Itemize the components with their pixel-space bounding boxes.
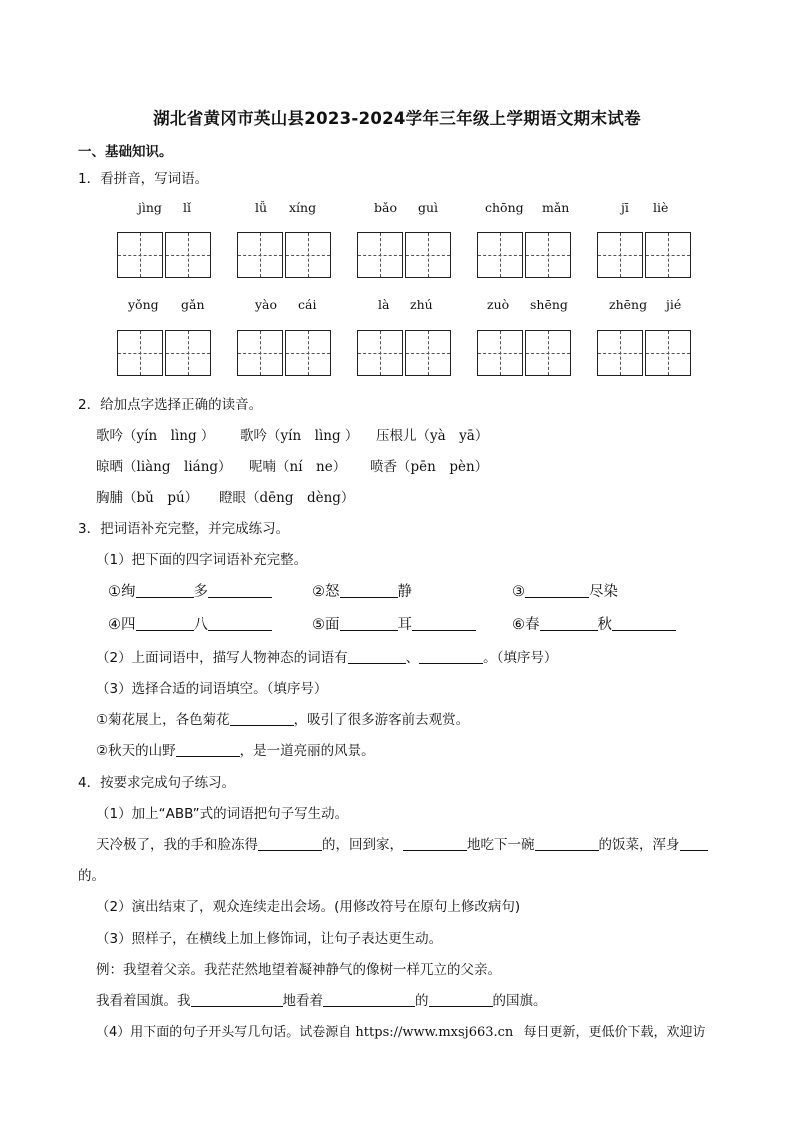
answer-blank[interactable] xyxy=(136,616,194,631)
answer-blank[interactable] xyxy=(348,649,406,664)
idiom-char: 多 xyxy=(193,584,208,600)
writing-box[interactable] xyxy=(117,232,163,278)
pinyin-label: mǎn xyxy=(542,200,570,215)
separator: 、 xyxy=(405,650,420,666)
q4-heading: 4．按要求完成句子练习。 xyxy=(78,775,236,791)
reading-word: 歌吟 xyxy=(96,428,123,444)
sentence-text: 的，回到家， xyxy=(322,837,403,853)
idiom-char: 春 xyxy=(525,617,540,633)
answer-blank[interactable] xyxy=(540,616,598,631)
q4-sub4 xyxy=(96,1021,705,1040)
reading-word: 压根儿 xyxy=(376,428,417,444)
pinyin-label: shēng xyxy=(530,297,568,312)
writing-box[interactable] xyxy=(597,330,643,376)
reading-word: 瞪眼 xyxy=(219,490,246,506)
q4-sub2: （2）演出结束了，观众连续走出会场。(用修改符号在原句上修改病句) xyxy=(96,899,521,915)
sentence-text: 我看着国旗。我 xyxy=(96,993,191,1009)
pinyin-label: jié xyxy=(666,297,682,312)
answer-blank[interactable] xyxy=(340,616,398,631)
reading-item xyxy=(96,424,214,444)
question-text: （2）上面词语中，描写人物神态的词语有 xyxy=(96,650,348,666)
reading-item xyxy=(376,424,488,444)
answer-blank[interactable] xyxy=(176,742,240,757)
reading-item xyxy=(240,424,358,444)
writing-box[interactable] xyxy=(165,232,211,278)
sentence-text: 的国旗。 xyxy=(492,993,547,1009)
writing-box[interactable] xyxy=(405,330,451,376)
reading-item xyxy=(96,486,198,506)
answer-blank[interactable] xyxy=(612,616,676,631)
item-number: ④ xyxy=(108,617,121,633)
page-title: 湖北省黄冈市英山县2023-2024学年三年级上学期语文期末试卷 xyxy=(153,109,641,128)
answer-blank[interactable] xyxy=(403,836,467,851)
idiom-char: 耳 xyxy=(397,617,412,633)
sentence-text: 地看着 xyxy=(282,993,323,1009)
writing-box[interactable] xyxy=(357,330,403,376)
writing-box[interactable] xyxy=(525,232,571,278)
writing-box[interactable] xyxy=(165,330,211,376)
q4-sub1: （1）加上“ABB”式的词语把句子写生动。 xyxy=(96,806,349,822)
fill-sentence xyxy=(96,708,469,728)
sentence-text: 的饭菜，浑身 xyxy=(598,837,680,853)
q3-sub3: （3）选择合适的词语填空。（填序号） xyxy=(96,681,328,697)
pinyin-label: jìng xyxy=(138,200,162,215)
writing-box[interactable] xyxy=(597,232,643,278)
practice-sentence xyxy=(96,989,547,1009)
reading-options[interactable]: （yín lìng ） xyxy=(123,428,215,444)
section-heading: 一、基础知识。 xyxy=(78,144,173,160)
idiom-item xyxy=(108,613,272,634)
sentence-text: 天冷极了，我的手和脸冻得 xyxy=(96,837,258,853)
answer-blank[interactable] xyxy=(258,836,322,851)
pinyin-label: xíng xyxy=(289,200,317,215)
reading-item xyxy=(370,455,488,475)
pinyin-label: jī xyxy=(621,200,629,215)
reading-options[interactable]: （yín lìng ） xyxy=(267,428,359,444)
answer-blank[interactable] xyxy=(191,992,283,1007)
answer-blank[interactable] xyxy=(680,836,708,851)
pinyin-label: yǒng xyxy=(128,297,159,312)
writing-box[interactable] xyxy=(357,232,403,278)
answer-blank[interactable] xyxy=(412,616,476,631)
sentence-text: ②秋天的山野 xyxy=(96,743,176,759)
reading-options[interactable]: （pēn pèn） xyxy=(397,459,489,475)
answer-blank[interactable] xyxy=(136,583,194,598)
reading-options[interactable]: （yà yā） xyxy=(416,428,489,444)
sentence-text: 的 xyxy=(415,993,429,1009)
reading-options[interactable]: （liàng liáng） xyxy=(123,459,232,475)
pinyin-label: yào xyxy=(255,297,278,312)
fill-sentence xyxy=(96,739,375,759)
item-number: ⑥ xyxy=(512,617,525,633)
reading-item xyxy=(219,486,354,506)
q4-sub3: （3）照样子，在横线上加上修饰词，让句子表达更生动。 xyxy=(96,931,443,947)
pinyin-label: zhēng xyxy=(609,297,648,312)
pinyin-label: guì xyxy=(418,200,439,215)
writing-box[interactable] xyxy=(525,330,571,376)
answer-blank[interactable] xyxy=(323,992,415,1007)
answer-blank[interactable] xyxy=(208,583,272,598)
writing-box[interactable] xyxy=(285,330,331,376)
answer-blank[interactable] xyxy=(419,649,483,664)
q3-heading: 3．把词语补充完整，并完成练习。 xyxy=(78,521,290,537)
pinyin-label: bǎo xyxy=(374,200,397,215)
pinyin-label: zhú xyxy=(410,297,433,312)
idiom-char: 秋 xyxy=(597,617,612,633)
answer-blank[interactable] xyxy=(340,583,398,598)
idiom-item xyxy=(512,613,676,634)
reading-word: 呢喃 xyxy=(249,459,276,475)
pinyin-label: liè xyxy=(653,200,669,215)
pinyin-label: lǚ xyxy=(255,200,268,215)
question-text: 。（填序号） xyxy=(483,650,558,666)
reading-word: 晾晒 xyxy=(96,459,123,475)
pinyin-label: lǐ xyxy=(183,200,191,215)
reading-item xyxy=(96,455,232,475)
idiom-char: 尽染 xyxy=(589,584,618,600)
abb-sentence xyxy=(96,833,708,853)
item-number: ③ xyxy=(512,584,525,600)
idiom-item xyxy=(512,580,618,601)
item-number: ① xyxy=(108,584,121,600)
answer-blank[interactable] xyxy=(429,992,493,1007)
source-link[interactable]: https://www.mxsj663.cn xyxy=(355,1025,514,1040)
q3-sub1: （1）把下面的四字词语补充完整。 xyxy=(96,552,308,568)
pinyin-label: cái xyxy=(298,297,317,312)
writing-box[interactable] xyxy=(285,232,331,278)
reading-options[interactable]: （ní ne） xyxy=(276,459,347,475)
answer-blank[interactable] xyxy=(208,616,272,631)
answer-blank[interactable] xyxy=(535,836,599,851)
idiom-char: 怒 xyxy=(325,584,340,600)
writing-box[interactable] xyxy=(117,330,163,376)
reading-word: 歌吟 xyxy=(240,428,267,444)
question-text: （4）用下面的句子开头写几句话。试卷源自 xyxy=(96,1025,352,1040)
answer-blank[interactable] xyxy=(525,583,589,598)
idiom-item xyxy=(312,613,476,634)
pinyin-label: gǎn xyxy=(181,297,205,312)
example-sentence: 例：我望着父亲。我茫茫然地望着凝神静气的像树一样兀立的父亲。 xyxy=(96,962,501,978)
item-number: ⑤ xyxy=(312,617,325,633)
sentence-text: 地吃下一碗 xyxy=(467,837,535,853)
writing-box[interactable] xyxy=(237,330,283,376)
sentence-text: ，吸引了很多游客前去观赏。 xyxy=(293,712,470,728)
abb-sentence-end: 的。 xyxy=(78,868,105,884)
sentence-text: ，是一道亮丽的风景。 xyxy=(239,743,375,759)
source-note: 每日更新，更低价下载，欢迎访 xyxy=(523,1025,706,1040)
idiom-char: 绚 xyxy=(121,584,136,600)
writing-box[interactable] xyxy=(405,232,451,278)
pinyin-label: là xyxy=(378,297,390,312)
idiom-item xyxy=(312,580,412,601)
reading-word: 喷香 xyxy=(370,459,397,475)
q2-heading: 2．给加点字选择正确的读音。 xyxy=(78,397,263,413)
reading-options[interactable]: （dēng dèng） xyxy=(246,490,355,506)
idiom-char: 面 xyxy=(325,617,340,633)
writing-box[interactable] xyxy=(477,232,523,278)
pinyin-label: zuò xyxy=(487,297,510,312)
item-number: ② xyxy=(312,584,325,600)
reading-word: 胸脯 xyxy=(96,490,123,506)
q1-heading: 1．看拼音，写词语。 xyxy=(78,171,209,187)
writing-box[interactable] xyxy=(477,330,523,376)
reading-options[interactable]: （bǔ pú） xyxy=(123,490,199,506)
q3-sub2 xyxy=(96,646,557,666)
writing-box[interactable] xyxy=(645,330,691,376)
idiom-char: 四 xyxy=(121,617,136,633)
idiom-char: 八 xyxy=(193,617,208,633)
writing-box[interactable] xyxy=(645,232,691,278)
idiom-char: 静 xyxy=(397,584,412,600)
reading-item xyxy=(249,455,346,475)
idiom-item xyxy=(108,580,272,601)
pinyin-label: chōng xyxy=(485,200,524,215)
writing-box[interactable] xyxy=(237,232,283,278)
sentence-text: ①菊花展上，各色菊花 xyxy=(96,712,230,728)
answer-blank[interactable] xyxy=(230,711,294,726)
